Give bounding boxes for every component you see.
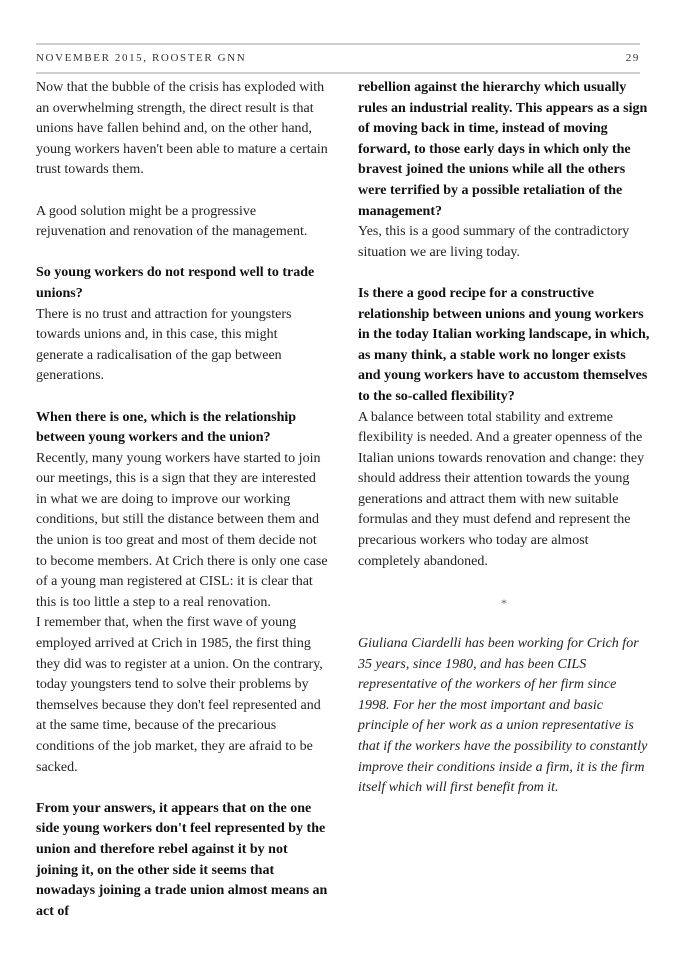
- author-bio: Giuliana Ciardelli has been working for Crich for 35 years, since 1980, and has been CILS representative of the workers of her firm since 1998. For her the most important and basic principle of her work as a union representative is that if the workers have the possibility to constantly improve their conditions inside a firm, it is the firm itself which will first benefit from it.: [358, 636, 648, 796]
- right-column: [358, 78, 650, 799]
- interview-answer: Yes, this is a good summary of the contradictory situation we are living today.: [358, 224, 630, 260]
- top-rule: [36, 43, 640, 45]
- interview-answer: A balance between total stability and extreme flexibility is needed. And a greater openness of the Italian unions towards renovation and change: they should address their attention towards the young generations and attract them with new suitable formulas and they must defend and represent the precarious workers who today are almost completely abandoned.: [358, 409, 645, 569]
- interview-question: Is there a good recipe for a constructive relationship between unions and young workers in the today Italian working landscape, in which, as many think, a stable work no longer exists and young workers have to accustom themselves to the so-called flexibility?: [358, 285, 650, 404]
- interview-answer: There is no trust and attraction for youngsters towards unions and, in this case, this might generate a radicalisation of the gap between generations.: [36, 306, 292, 384]
- issue-label: NOVEMBER 2015, ROOSTER GNN: [36, 52, 247, 64]
- page-header: [36, 52, 640, 64]
- interview-answer: I remember that, when the first wave of young employed arrived at Crich in 1985, the first thing they did was to register at a union. On the contrary, today youngsters tend to solve their problems by themselves because they don't feel represented and at the same time, because of the precarious conditions of the job market, they are afraid to be sacked.: [36, 615, 323, 775]
- interview-question: From your answers, it appears that on the one side young workers don't feel represented by the union and therefore rebel against it by not joining it, on the other side it seems that nowadays joining a trade union almost means an act of: [36, 800, 328, 919]
- paragraph: Now that the bubble of the crisis has exploded with an overwhelming strength, the direct result is that unions have fallen behind and, on the other hand, young workers haven't been able to mature a certain trust towards them.: [36, 80, 328, 178]
- interview-question: When there is one, which is the relationship between young workers and the union?: [36, 409, 297, 446]
- left-column: [36, 78, 328, 922]
- interview-question: rebellion against the hierarchy which usually rules an industrial reality. This appears as a sign of moving back in time, instead of moving forward, to those early days in which only the bravest joined the unions while all the others were terrified by a possible retaliation of the management?: [358, 80, 648, 219]
- interview-answer: Recently, many young workers have started to join our meetings, this is a sign that they are interested in what we are doing to improve our working conditions, but still the distance between them and the union is too great and most of them decide not to become members. At Crich there is only one case of a young man registered at CISL: it is clear that this is too little a step to a real renovation.: [36, 450, 328, 610]
- header-rule: [36, 72, 640, 74]
- interview-question: So young workers do not respond well to trade unions?: [36, 265, 315, 301]
- page-number: 29: [625, 52, 640, 64]
- section-separator: *: [501, 595, 507, 610]
- paragraph: A good solution might be a progressive rejuvenation and renovation of the management.: [36, 203, 308, 240]
